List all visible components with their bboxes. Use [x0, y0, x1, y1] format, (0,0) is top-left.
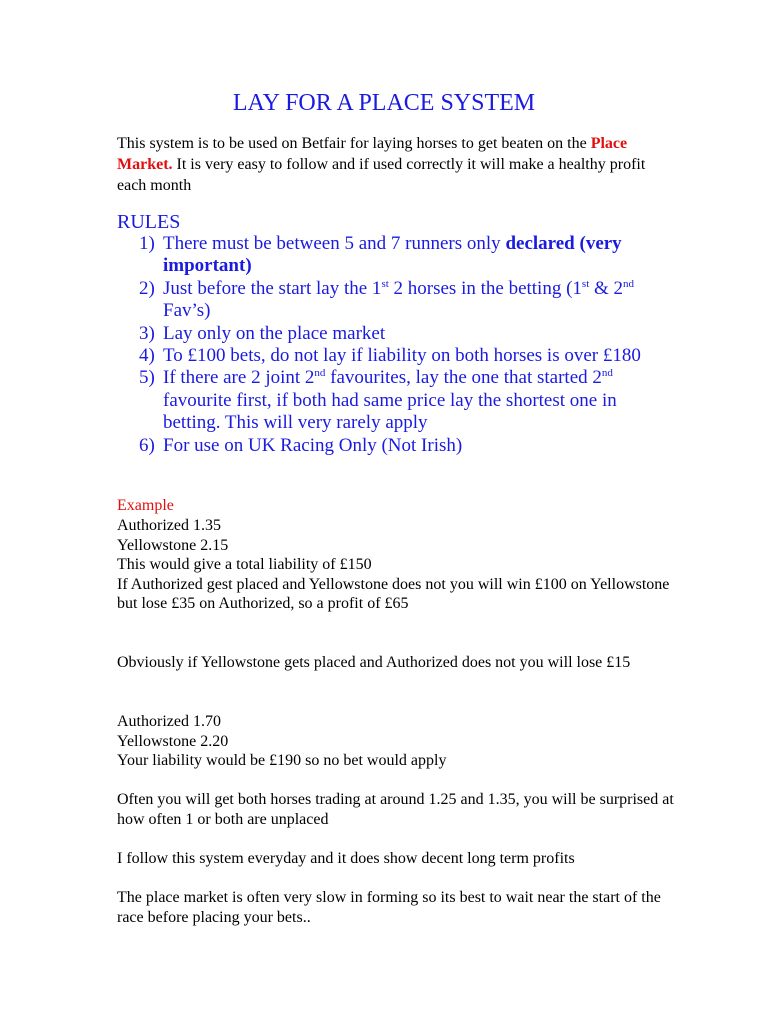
example-paragraph: The place market is often very slow in forming so its best to wait near the start of the race before placing your bets..: [117, 889, 661, 926]
page-title: LAY FOR A PLACE SYSTEM: [232, 90, 536, 116]
rule-text: To £100 bets, do not lay if liability on both horses is over £180: [163, 345, 641, 367]
rule-text: Lay only on the place market: [163, 322, 386, 344]
rule-item: [139, 345, 679, 367]
example-paragraph: Often you will get both horses trading at around 1.25 and 1.35, you will be surprised at how often 1 or both are unplaced: [117, 791, 674, 828]
rule-number: 6): [139, 434, 155, 456]
rule-text: 2 horses in the betting (1: [388, 277, 582, 299]
rule-item: [139, 435, 679, 457]
rule-text: favourites, lay the one that started 2: [325, 367, 602, 389]
rule-number: 5): [139, 367, 155, 389]
rule-item: [139, 278, 679, 323]
example-line: Yellowstone 2.15: [117, 536, 229, 554]
rule-item: [139, 367, 679, 434]
rule-bold-text: declared (very important): [163, 233, 622, 277]
rule-text: For use on UK Racing Only (Not Irish): [163, 434, 463, 456]
example-paragraph: I follow this system everyday and it does show decent long term profits: [117, 850, 575, 867]
intro-text-start: This system is to be used on Betfair for laying horses to get beaten on the: [117, 135, 591, 152]
intro-paragraph: [117, 133, 677, 196]
rule-number: 4): [139, 345, 155, 367]
ordinal-suffix: nd: [314, 367, 326, 380]
example-line: Authorized 1.35: [117, 517, 221, 534]
rules-list: [139, 233, 679, 457]
example-paragraph-6: [117, 888, 677, 927]
rules-heading: RULES: [117, 211, 181, 233]
example-line: Your liability would be £190 so no bet would apply: [117, 752, 447, 770]
ordinal-suffix: st: [581, 277, 590, 290]
example-line: Yellowstone 2.20: [117, 732, 229, 750]
rule-item: [139, 323, 679, 345]
example-paragraph: Obviously if Yellowstone gets placed and Authorized does not you will lose £15: [117, 654, 631, 671]
example-paragraph-5: [117, 849, 677, 869]
rule-text: There must be between 5 and 7 runners only: [163, 233, 506, 254]
rule-text: & 2: [589, 277, 624, 299]
rule-text: If there are 2 joint 2: [163, 367, 315, 389]
ordinal-suffix: nd: [601, 367, 613, 380]
example-paragraph-4: [117, 790, 677, 829]
example-heading: Example: [117, 497, 174, 514]
rule-text: favourite first, if both had same price lay the shortest one in betting. This will very rarely apply: [163, 389, 617, 434]
rule-text: Just before the start lay the 1: [163, 277, 382, 299]
example-line: This would give a total liability of £150: [117, 556, 372, 574]
example-block-3: [117, 712, 677, 771]
example-paragraph-2: [117, 653, 677, 673]
place-market-highlight: Place Market.: [117, 135, 628, 173]
example-line: If Authorized gest placed and Yellowstone does not you will win £100 on Yellowstone but lose £35 on Authorized, so a profit of £65: [117, 575, 670, 613]
rule-number: 2): [139, 277, 155, 299]
intro-text-end: It is very easy to follow and if used correctly it will make a healthy profit each month: [117, 156, 646, 194]
rule-number: 1): [139, 233, 155, 254]
rule-number: 3): [139, 322, 155, 344]
ordinal-suffix: nd: [623, 277, 635, 290]
rule-item: [139, 233, 679, 278]
example-block-1: [117, 516, 677, 614]
rule-text: Fav’s): [163, 300, 211, 322]
ordinal-suffix: st: [381, 277, 389, 290]
example-line: Authorized 1.70: [117, 713, 221, 730]
